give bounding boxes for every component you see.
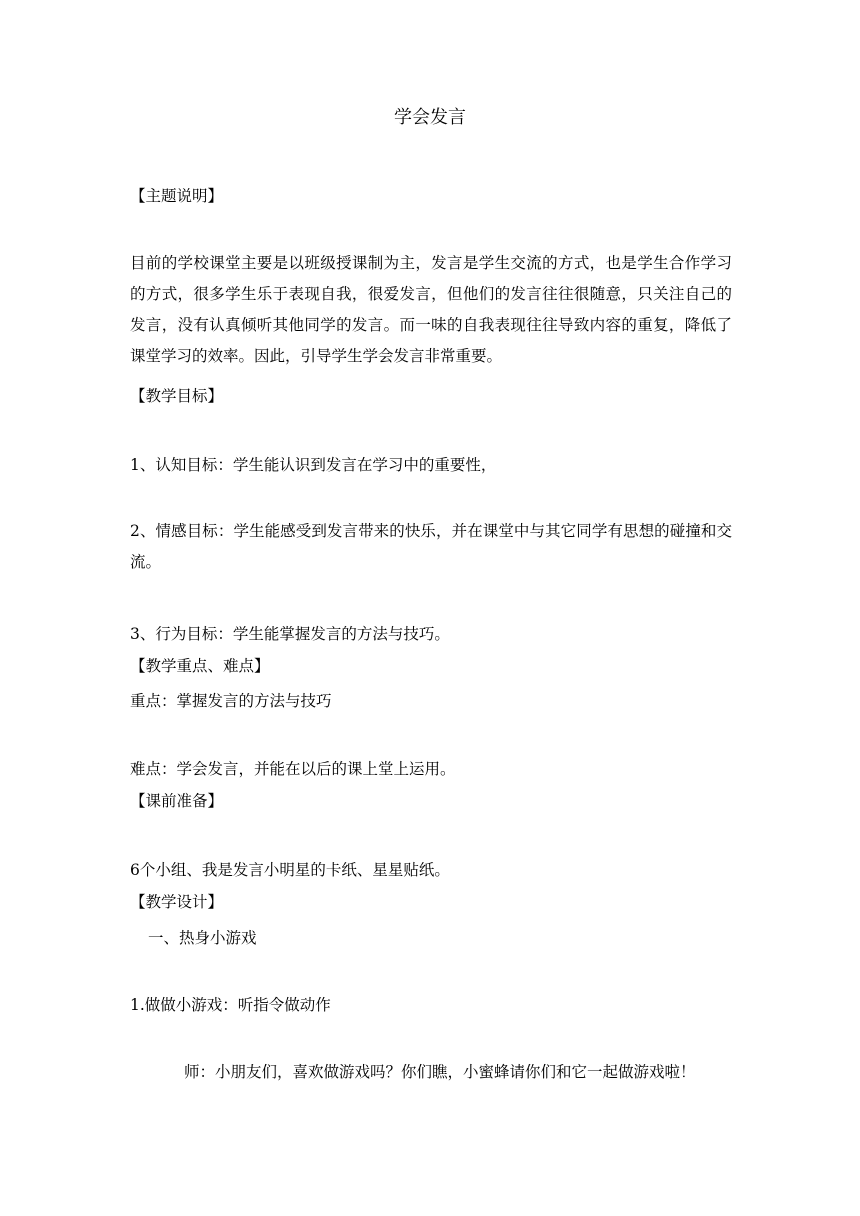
design-step-1: 1.做做小游戏：听指令做动作 — [130, 996, 331, 1014]
goal-3: 3、行为目标：学生能掌握发言的方法与技巧。 — [130, 625, 450, 643]
prep-heading: 【课前准备】 — [130, 792, 224, 810]
difficult-point: 难点：学会发言，并能在以后的课上堂上运用。 — [130, 760, 456, 778]
teacher-line: 师：小朋友们，喜欢做游戏吗？你们瞧，小蜜蜂请你们和它一起做游戏啦！ — [184, 1063, 696, 1081]
design-heading: 【教学设计】 — [130, 893, 224, 911]
document-title: 学会发言 — [394, 107, 466, 128]
design-part-1: 一、热身小游戏 — [148, 929, 257, 947]
goal-2: 2、情感目标：学生能感受到发言带来的快乐，并在课堂中与其它同学有思想的碰撞和交流。 — [130, 522, 732, 571]
key-point: 重点：掌握发言的方法与技巧 — [130, 692, 332, 710]
prep-body: 6个小组、我是发言小明星的卡纸、星星贴纸。 — [130, 861, 450, 879]
theme-heading: 【主题说明】 — [130, 187, 224, 205]
goal-1: 1、认知目标：学生能认识到发言在学习中的重要性， — [130, 456, 497, 474]
theme-body: 目前的学校课堂主要是以班级授课制为主，发言是学生交流的方式，也是学生合作学习的方式，很多学生乐于表现自我，很爱发言，但他们的发言往往很随意，只关注自己的发言，没有认真倾听其他同学的发言。而一味的自我表现往往导致内容的重复，降低了课堂学习的效率。因此，引导学生学会发言非常重要。 — [130, 254, 732, 365]
goals-heading: 【教学目标】 — [130, 387, 224, 405]
key-heading: 【教学重点、难点】 — [130, 657, 270, 675]
